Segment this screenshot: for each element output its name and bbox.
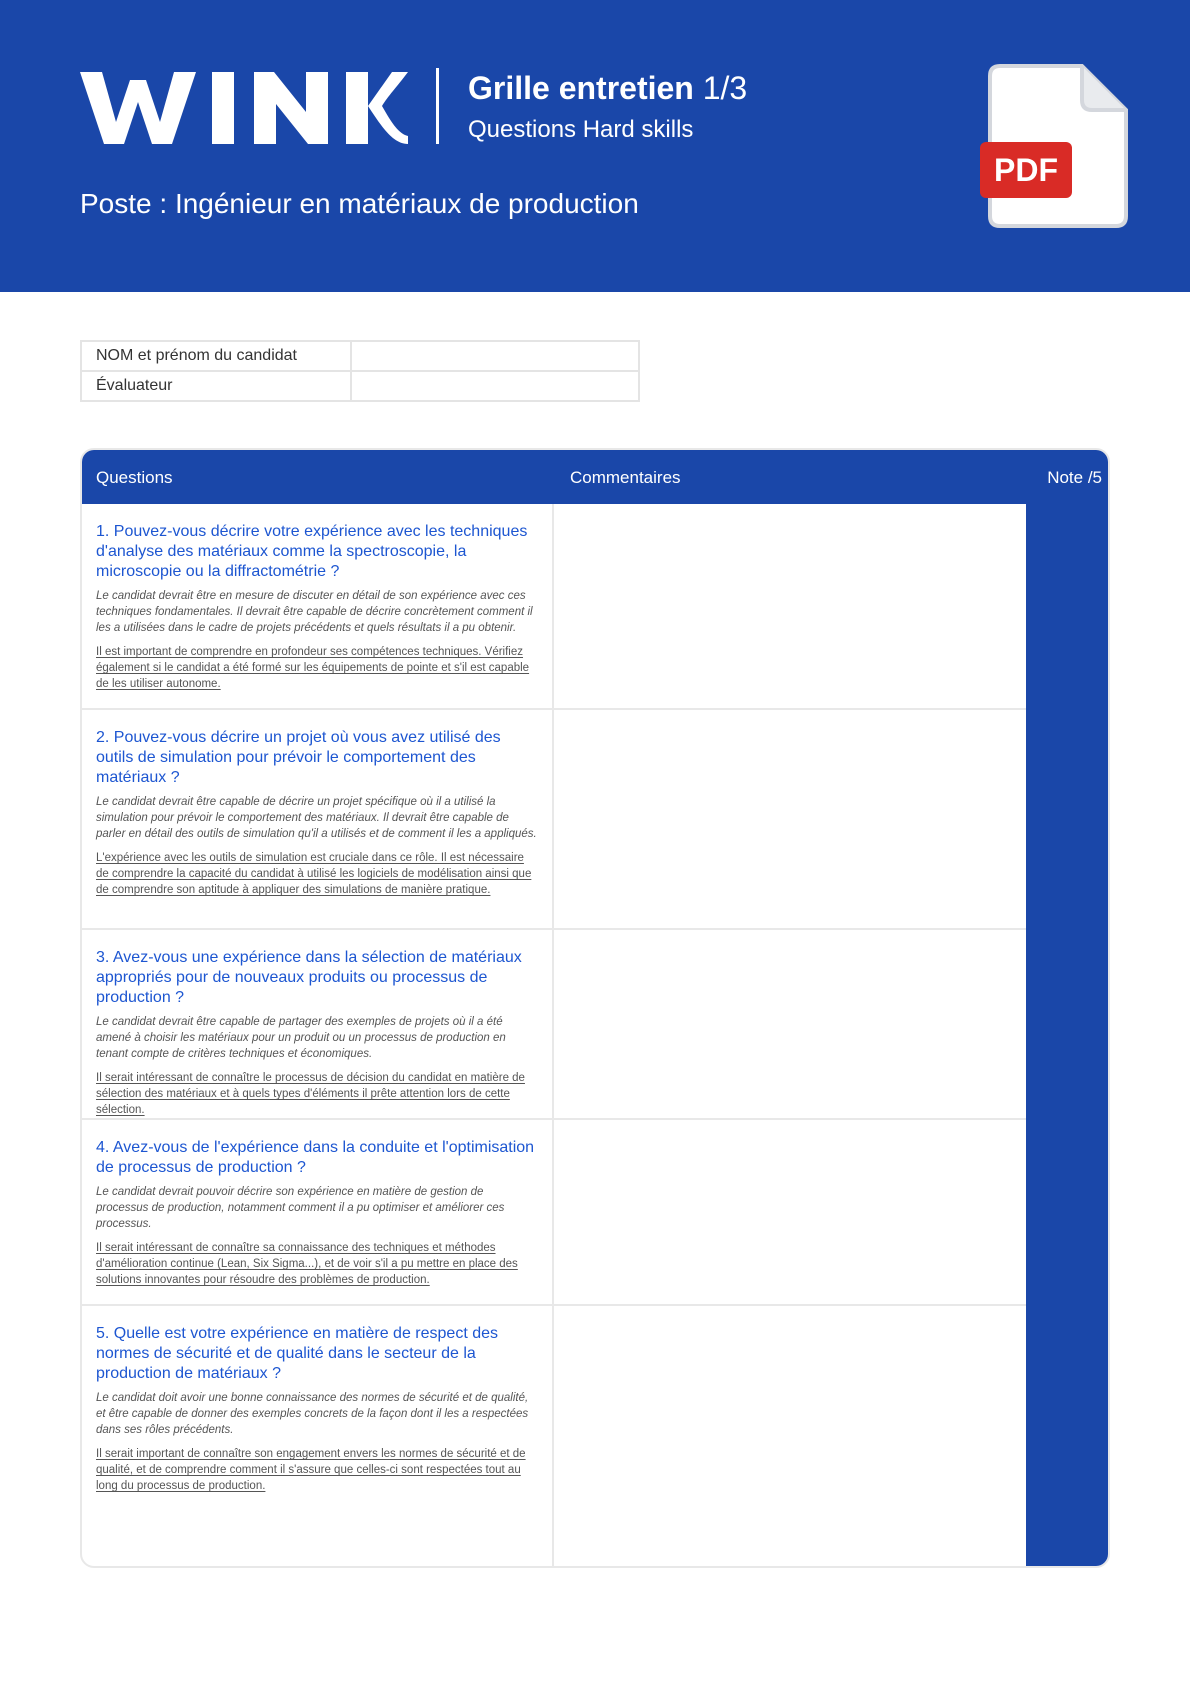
column-header-comments: Commentaires [570,468,681,487]
job-position: Poste : Ingénieur en matériaux de production [80,188,639,219]
page-indicator: 1/3 [702,70,748,106]
question-title: 4. Avez-vous de l'expérience dans la conduite et l'optimisation de processus de production ? [96,1139,535,1176]
question-expectation: Le candidat devrait être capable de partager des exemples de projets où il a été amené à choisir les matériaux pour un produit ou un processus de production en tenant compte de critères techniques et économiques. [96,1016,506,1060]
question-expectation: Le candidat devrait être en mesure de discuter en détail de son expérience avec ces techniques fondamentales. Il devrait être capable de décrire concrètement comment il les a utilisées dans le cadre de projets précédents et quels résultats il a pu obtenir. [96,590,533,634]
pdf-badge-label: PDF [994,152,1058,188]
question-cell [96,522,538,692]
question-title: 2. Pouvez-vous décrire un projet où vous avez utilisé des outils de simulation pour prévoir le comportement des matériaux ? [96,729,501,786]
question-row [82,1120,1026,1306]
candidate-info-table [80,340,640,402]
note-column[interactable] [1026,504,1110,1568]
question-title: 1. Pouvez-vous décrire votre expérience avec les techniques d'analyse des matériaux comme la spectroscopie, la microscopie ou la diffractométrie ? [96,523,528,580]
question-tip: Il serait important de connaître son engagement envers les normes de sécurité et de qualité, et de comprendre comment il s'assure que celles-ci sont respectées tout au long du processus de production. [96,1448,526,1492]
question-tip: Il est important de comprendre en profondeur ses compétences techniques. Vérifiez également si le candidat a été formé sur les équipements de pointe et s'il est capable de les utiliser autonome. [96,646,530,690]
evaluator-label: Évaluateur [81,371,351,401]
question-expectation: Le candidat doit avoir une bonne connaissance des normes de sécurité et de qualité, et être capable de donner des exemples concrets de la façon dont il les a respectées dans ses rôles précédents. [96,1392,529,1436]
question-title: 5. Quelle est votre expérience en matière de respect des normes de sécurité et de qualité dans le secteur de la production de matériaux ? [96,1325,498,1382]
header-banner [0,0,1190,292]
question-tip: L'expérience avec les outils de simulation est cruciale dans ce rôle. Il est nécessaire de comprendre la capacité du candidat à utilisé les logiciels de modélisation ainsi que de comprendre son aptitude à appliquer des simulations de manière pratique. [96,852,532,896]
grid-header [82,450,1110,504]
column-header-questions: Questions [96,468,173,487]
pdf-file-icon[interactable] [978,64,1128,229]
question-row [82,1306,1026,1568]
question-cell [96,1324,538,1494]
question-row [82,504,1026,710]
question-cell [96,728,538,898]
question-cell [96,948,538,1118]
candidate-name-label: NOM et prénom du candidat [81,341,351,371]
wink-logo [80,60,410,152]
interview-grid [80,448,1110,1568]
document-title: Grille entretien 1/3 [468,70,748,106]
question-title: 3. Avez-vous une expérience dans la sélection de matériaux appropriés pour de nouveaux produits ou processus de production ? [96,949,522,1006]
question-cell [96,1138,538,1288]
column-header-note: Note /5 [1047,468,1102,487]
question-tip: Il serait intéressant de connaître le processus de décision du candidat en matière de sélection des matériaux et à quels types d'éléments il prête attention lors de cette sélection. [96,1072,525,1116]
candidate-name-field[interactable] [351,341,639,371]
logo-separator [436,68,439,144]
question-row [82,930,1026,1120]
question-row [82,710,1026,930]
question-expectation: Le candidat devrait pouvoir décrire son expérience en matière de gestion de processus de production, notamment comment il a pu optimiser et améliorer ces processus. [96,1186,505,1230]
question-tip: Il serait intéressant de connaître sa connaissance des techniques et méthodes d'amélioration continue (Lean, Six Sigma...), et de voir s'il a pu mettre en place des solutions innovantes pour résoudre des problèmes de production. [96,1242,518,1286]
candidate-row [81,341,639,371]
question-expectation: Le candidat devrait être capable de décrire un projet spécifique où il a utilisé la simulation pour prévoir le comportement des matériaux. Il devrait être capable de parler en détail des outils de simulation qu'il a utilisés et de comment il les a appliqués. [96,796,537,840]
document-subtitle: Questions Hard skills [468,116,694,143]
column-divider [552,504,554,1568]
evaluator-field[interactable] [351,371,639,401]
evaluator-row [81,371,639,401]
